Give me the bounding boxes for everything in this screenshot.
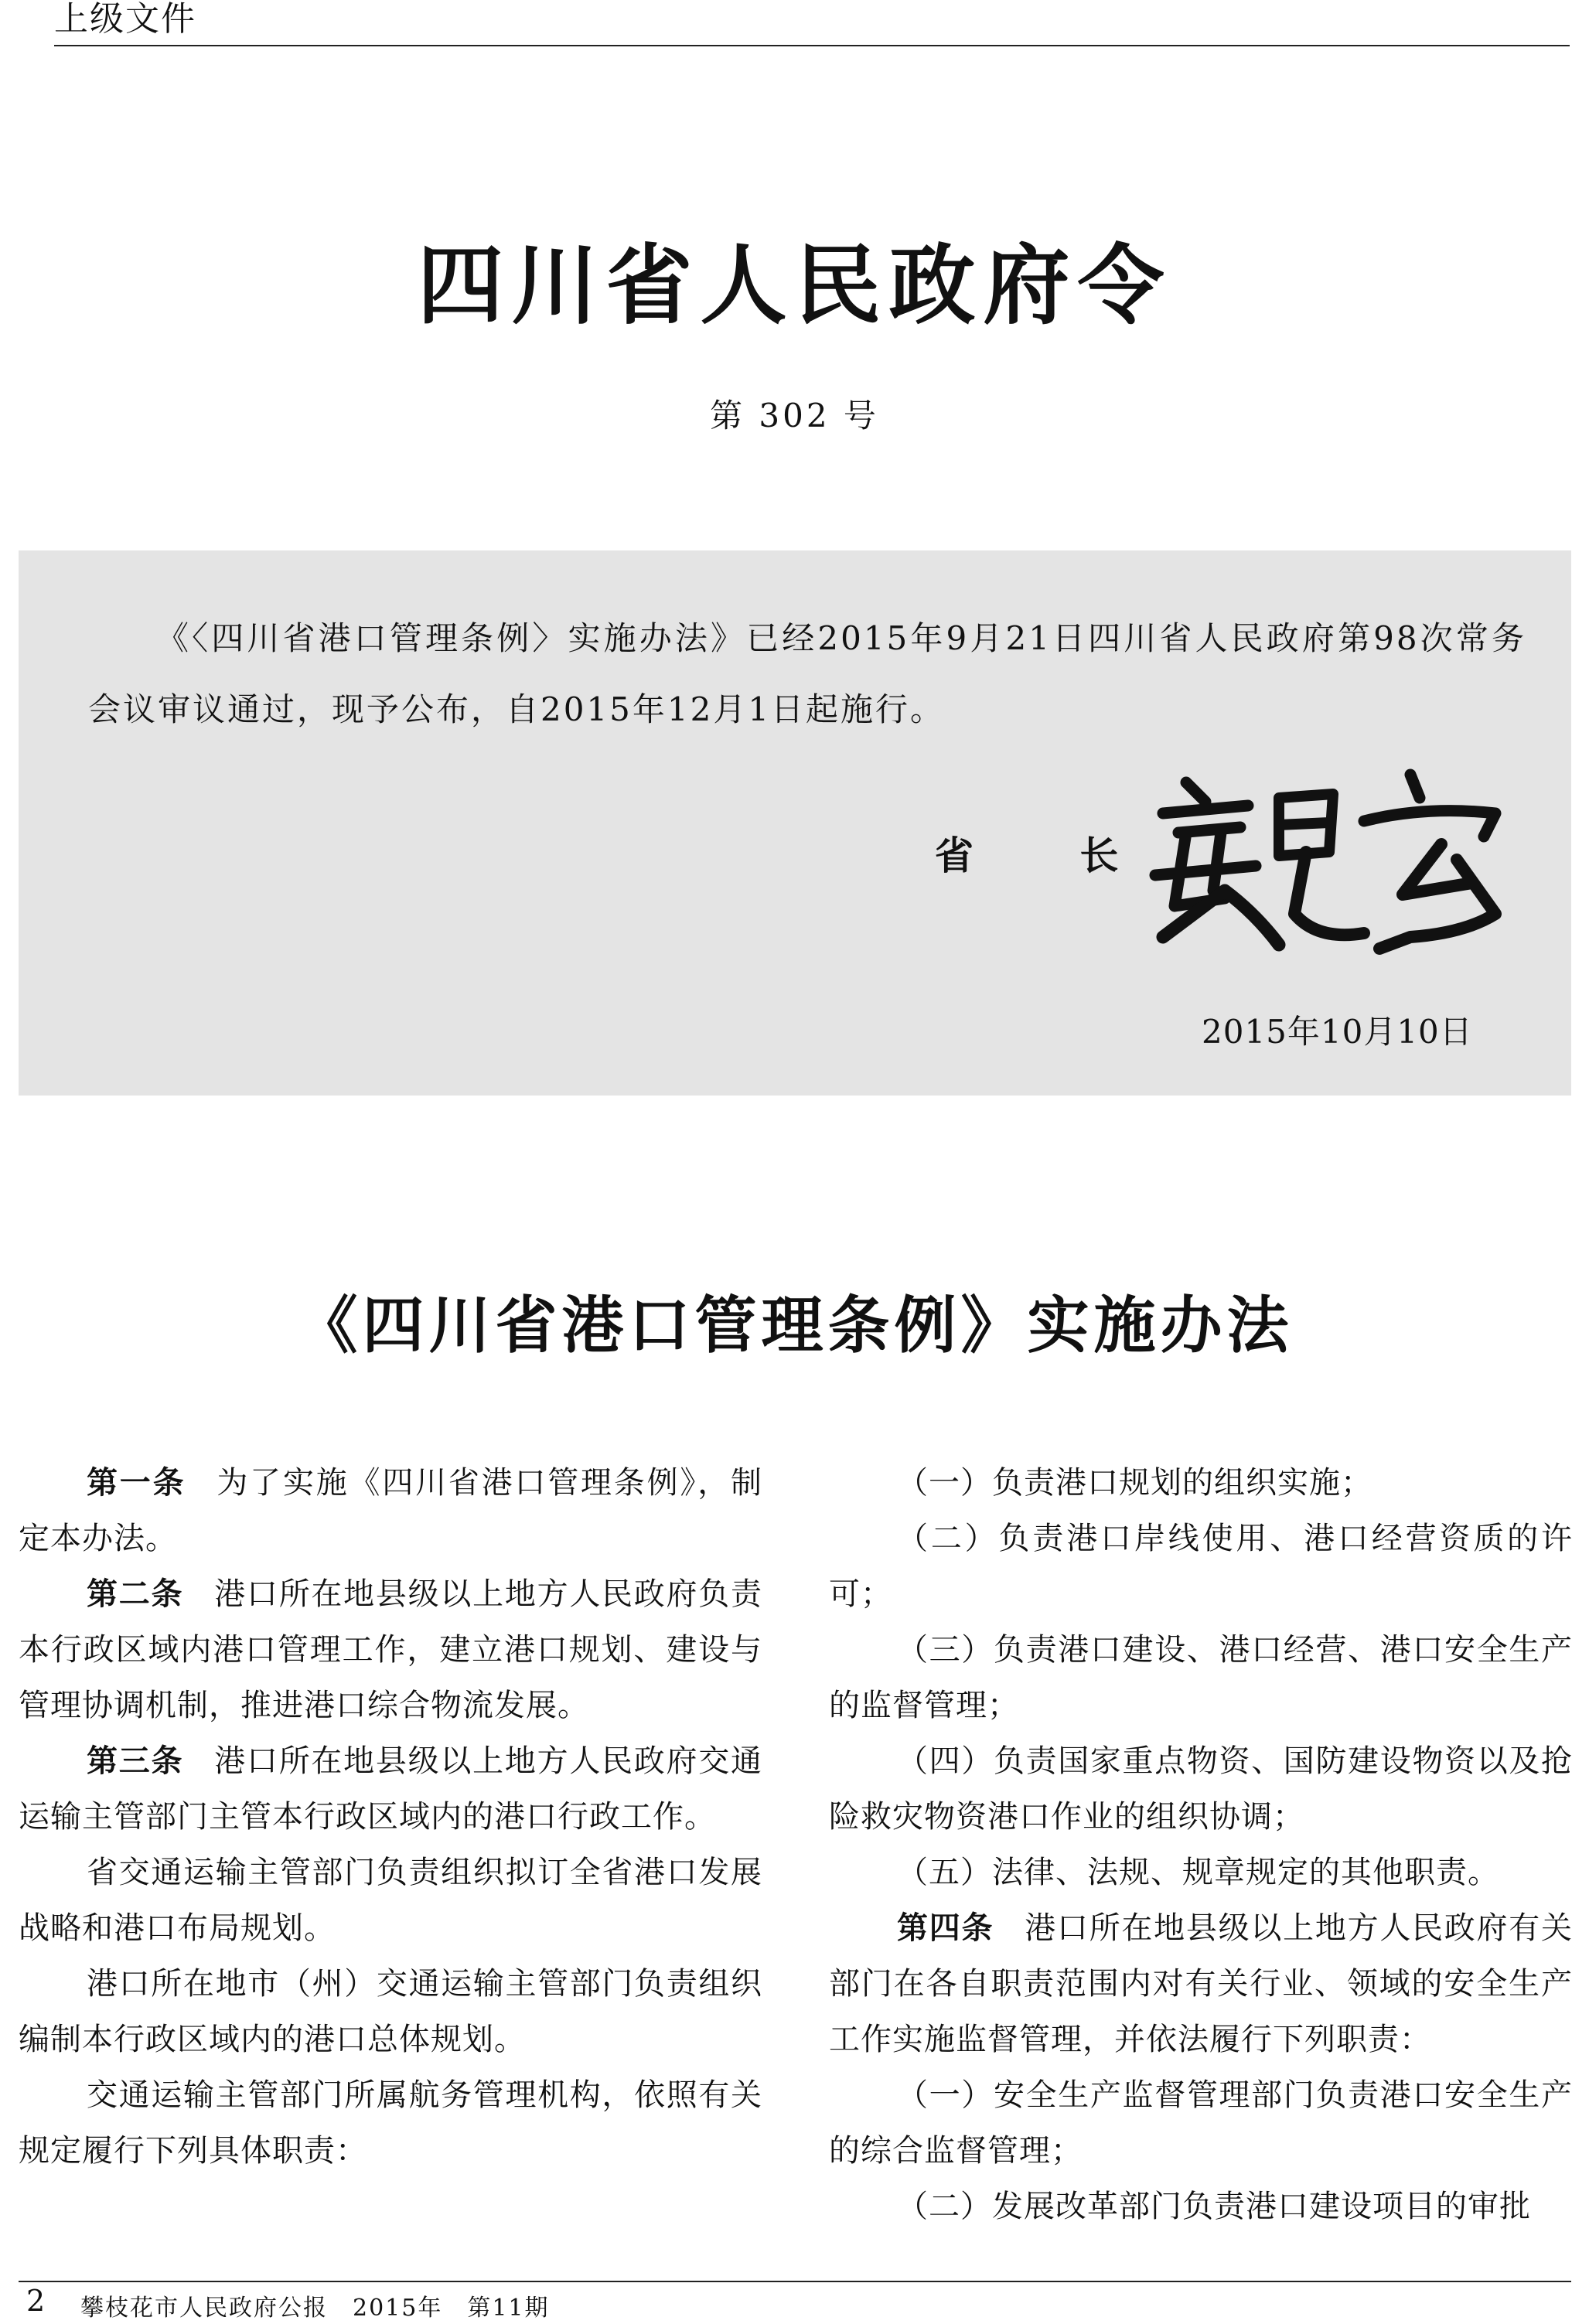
article-paragraph (829, 1622, 1573, 1733)
governor-signature (1132, 759, 1534, 968)
article-paragraph (829, 1900, 1573, 2067)
article-paragraph (19, 1845, 762, 1956)
article-text: 港口所在地县级以上地方人民政府交通运输主管部门主管本行政区域内的港口行政工作。 (19, 1743, 763, 1835)
signer-title: 省 长 (935, 833, 1165, 878)
article-text: 交通运输主管部门所属航务管理机构，依照有关规定履行下列具体职责： (19, 2077, 762, 2169)
article-text: （一）安全生产监督管理部门负责港口安全生产的综合监督管理； (829, 2077, 1573, 2169)
decree-number: 第 302 号 (710, 397, 879, 434)
article-paragraph (829, 1455, 1573, 1511)
article-text: （三）负责港口建设、港口经营、港口安全生产的监督管理； (829, 1632, 1573, 1723)
article-text: （五）法律、法规、规章规定的其他职责。 (897, 1855, 1499, 1890)
article-text: 省交通运输主管部门负责组织拟订全省港口发展战略和港口布局规划。 (19, 1855, 762, 1946)
article-paragraph (19, 1956, 762, 2067)
signature-date: 2015年10月10日 (1202, 1013, 1473, 1051)
article-text: （一）负责港口规划的组织实施； (897, 1465, 1372, 1501)
section-header (54, 0, 1570, 46)
article-text: 港口所在地县级以上地方人民政府负责本行政区域内港口管理工作，建立港口规划、建设与管理协调机制，推进港口综合物流发展。 (19, 1576, 763, 1723)
article-paragraph (19, 2067, 762, 2179)
section-header-label: 上级文件 (54, 0, 196, 39)
article-text: 港口所在地县级以上地方人民政府有关部门在各自职责范围内对有关行业、领域的安全生产工作实施监督管理，并依法履行下列职责： (829, 1910, 1574, 2057)
article-text: （四）负责国家重点物资、国防建设物资以及抢险救灾物资港口作业的组织协调； (829, 1743, 1573, 1835)
right-column (829, 1455, 1573, 2234)
article-text: （二）负责港口岸线使用、港口经营资质的许可； (829, 1521, 1573, 1612)
article-text: 港口所在地市（州）交通运输主管部门负责组织编制本行政区域内的港口总体规划。 (19, 1966, 762, 2057)
article-paragraph (19, 1566, 762, 1733)
decree-notice-box (19, 550, 1571, 1096)
decree-title: 四川省人民政府令 (417, 235, 1172, 336)
article-paragraph (829, 2179, 1573, 2234)
article-text: 为了实施《四川省港口管理条例》，制定本办法。 (19, 1465, 763, 1556)
article-paragraph (829, 1511, 1573, 1622)
article-paragraph (829, 1733, 1573, 1845)
article-label: 第一条 (87, 1464, 186, 1501)
law-title: 《四川省港口管理条例》实施办法 (295, 1289, 1294, 1361)
page-footer (19, 2281, 1571, 2321)
article-paragraph (19, 1455, 762, 1566)
article-label: 第二条 (87, 1576, 184, 1612)
article-paragraph (829, 2067, 1573, 2179)
page-number: 2 (26, 2284, 46, 2318)
decree-notice-text: 《〈四川省港口管理条例〉实施办法》已经2015年9月21日四川省人民政府第98次常务会议审议通过，现予公布，自2015年12月1日起施行。 (88, 619, 1526, 728)
left-column (19, 1455, 762, 2179)
article-paragraph (19, 1733, 762, 1845)
article-paragraph (829, 1845, 1573, 1900)
article-text: （二）发展改革部门负责港口建设项目的审批 (897, 2189, 1531, 2224)
publication-info: 攀枝花市人民政府公报 2015年 第11期 (80, 2295, 550, 2322)
article-label: 第三条 (87, 1743, 184, 1779)
article-label: 第四条 (897, 1910, 994, 1946)
